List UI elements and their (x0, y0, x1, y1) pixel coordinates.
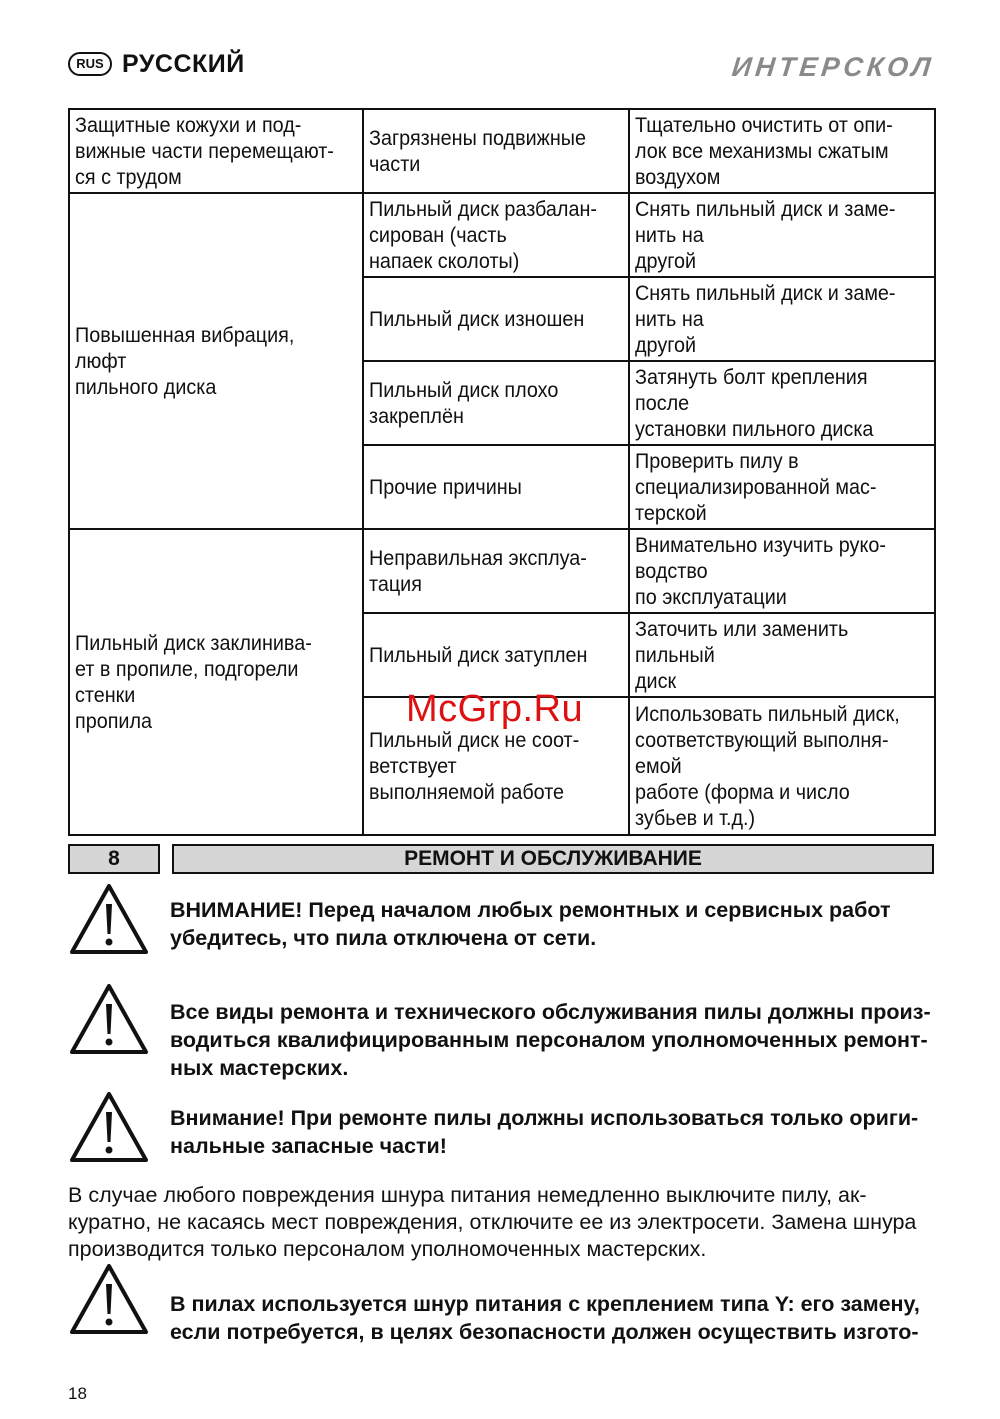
table-row (69, 193, 935, 277)
warning-block (68, 1262, 934, 1352)
cause-cell: Пильный диск затуплен (363, 613, 629, 697)
table-row (69, 529, 935, 613)
problem-cell: Повышенная вибрация, люфт пильного диска (69, 193, 363, 529)
warning-text: Внимание! При ремонте пилы должны использоваться только ориги- нальные запасные части! (170, 1106, 919, 1158)
warning-triangle-icon (68, 882, 150, 956)
remedy-cell: Затянуть болт крепления после установки пильного диска (629, 361, 935, 445)
section-title: РЕМОНТ И ОБСЛУЖИВАНИЕ (172, 844, 934, 874)
table-row (69, 109, 935, 193)
page-number: 18 (68, 1384, 87, 1403)
warning-text: В пилах используется шнур питания с креплением типа Y: его замену, если потребуется, в целях безопасности должен осуществить изгото- (170, 1292, 920, 1344)
page-header (68, 46, 934, 86)
language-badge: RUS (68, 52, 112, 76)
problem-cell: Защитные кожухи и под- вижные части перемещают- ся с трудом (69, 109, 363, 193)
language-title: РУССКИЙ (122, 50, 245, 78)
remedy-cell: Заточить или заменить пильный диск (629, 613, 935, 697)
remedy-cell: Внимательно изучить руко- водство по эксплуатации (629, 529, 935, 613)
remedy-cell: Тщательно очистить от опи- лок все механизмы сжатым воздухом (629, 109, 935, 193)
cause-cell: Пильный диск изношен (363, 277, 629, 361)
warning-text: Все виды ремонта и технического обслуживания пилы должны произ- водиться квалифицированным персоналом уполномоченных ремонт- ных мастерских. (170, 1000, 931, 1080)
remedy-cell: Снять пильный диск и заме- нить на другой (629, 193, 935, 277)
warning-text: ВНИМАНИЕ! Перед началом любых ремонтных и сервисных работ убедитесь, что пила отключена от сети. (170, 898, 891, 950)
body-paragraph: В случае любого повреждения шнура питания немедленно выключите пилу, ак- куратно, не касаясь мест повреждения, отключите ее из электросети. Замена шнура производится только персоналом уполномоченных мастерских. (68, 1183, 917, 1261)
cause-cell: Неправильная эксплуа- тация (363, 529, 629, 613)
remedy-cell: Использовать пильный диск, соответствующий выполня- емой работе (форма и число зубьев и т.д.) (629, 697, 935, 835)
cause-cell: Пильный диск плохо закреплён (363, 361, 629, 445)
warning-triangle-icon (68, 982, 150, 1056)
warning-block (68, 1090, 934, 1170)
brand-logo: ИНТЕРСКОЛ (730, 52, 936, 82)
cause-cell: Прочие причины (363, 445, 629, 529)
remedy-cell: Снять пильный диск и заме- нить на другой (629, 277, 935, 361)
section-number: 8 (68, 844, 160, 874)
warning-block (68, 882, 934, 962)
watermark: McGrp.Ru (406, 688, 584, 730)
warning-triangle-icon (68, 1090, 150, 1164)
cause-cell: Пильный диск разбалан- сирован (часть напаек сколоты) (363, 193, 629, 277)
warning-block (68, 982, 934, 1082)
warning-triangle-icon (68, 1262, 150, 1336)
cause-cell: Загрязнены подвижные части (363, 109, 629, 193)
problem-cell: Пильный диск заклинива- ет в пропиле, подгорели стенки пропила (69, 529, 363, 835)
remedy-cell: Проверить пилу в специализированной мас- терской (629, 445, 935, 529)
cause-cell: Пильный диск не соот- ветствует выполняемой работе (363, 697, 629, 835)
